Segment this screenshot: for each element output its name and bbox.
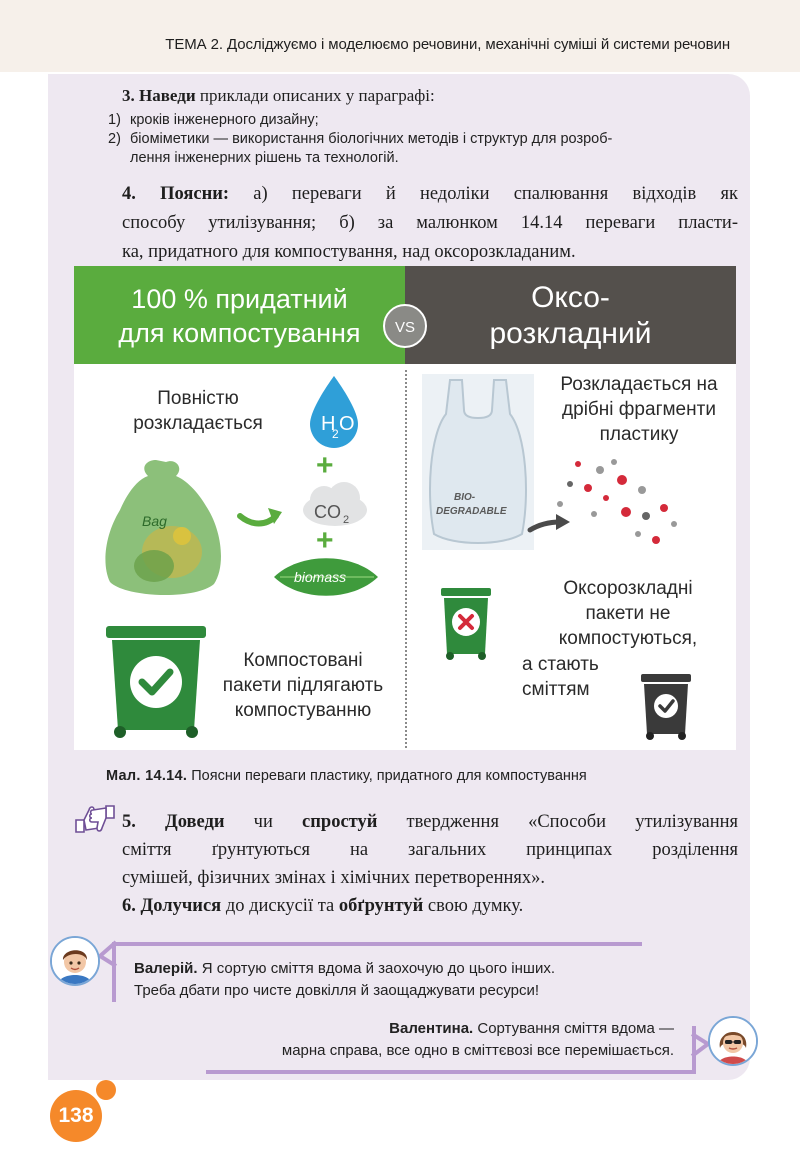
avatar-valentyna: [708, 1016, 758, 1066]
bag-logo: Bag: [142, 513, 167, 529]
biomass-text: biomass: [294, 569, 347, 585]
green-arrow-icon: [236, 502, 286, 532]
task3-item-1: 1) кроків інженерного дизайну;: [108, 112, 319, 128]
compost-bin-icon: [104, 622, 208, 740]
fully-decomposes-label: Повністю розкладається: [133, 388, 263, 434]
page-number: 138: [50, 1090, 102, 1142]
bubble-tail-1: [98, 940, 118, 970]
bio-label-1: BIO-: [454, 492, 476, 503]
becomes-trash-label: а стають сміттям: [522, 654, 599, 700]
task4-text: 4. Поясни: а) переваги й недоліки спалювання відходів як способу утилізування; б) за малюнком 14.14 переваги пласти- ка, придатного для компостування, над оксорозкладаним.: [122, 184, 738, 262]
oxo-header: Оксо- розкладний: [405, 266, 736, 364]
compostable-header: 100 % придатний для компостування: [74, 266, 405, 364]
h2o-2: 2: [332, 427, 339, 441]
vs-badge: VS: [383, 304, 427, 348]
valentyna-speech: Валентина. Сортування сміття вдома — марна справа, все одно в сміттєвозі все перемішається.: [281, 1020, 674, 1059]
page-number-dot: [96, 1080, 116, 1100]
bio-label-2: DEGRADABLE: [436, 506, 507, 517]
avatar-valerii: [50, 936, 100, 986]
task5-text: 5. Доведи чи спростуй твердження «Способи утилізування сміття ґрунтуються на загальних принципах розділення сумішей, фізичних змінах і хімічних перетвореннях».: [122, 812, 739, 888]
compostable-bags-label: Компостовані пакети підлягають компостуванню: [222, 650, 384, 721]
decomposes-into-fragments-label: Розкладається на дрібні фрагменти пластику: [560, 374, 718, 445]
task3-item-2-cont: лення інженерних рішень та технологій.: [130, 150, 399, 166]
valerii-speech: Валерій. Я сортую сміття вдома й заохочую до цього інших. Треба дбати про чисте довкілля й заощаджувати ресурси!: [134, 960, 555, 999]
h2o-o: O: [339, 413, 355, 435]
chapter-title: ТЕМА 2. Досліджуємо і моделюємо речовини, механічні суміші й системи речовин: [165, 36, 730, 53]
figure-divider: [405, 370, 407, 748]
plus-icon-2: +: [316, 524, 334, 557]
co2-sub: 2: [343, 514, 350, 526]
oxo-bag-image: [422, 374, 534, 550]
trash-bin-icon: [640, 672, 692, 742]
figure-caption: Мал. 14.14. Поясни переваги пластику, придатного для компостування: [106, 768, 587, 784]
task6-text: 6. Долучися до дискусії та обґрунтуй свою думку.: [122, 896, 524, 916]
h2o-h: H: [321, 413, 336, 435]
task3-title: 3. Наведи приклади описаних у параграфі:: [122, 86, 435, 105]
co2-text: CO: [314, 502, 341, 522]
biomass-leaf-icon: [270, 556, 382, 598]
page-header: [0, 0, 800, 72]
water-drop-icon: [306, 374, 362, 450]
figure-14-14: [74, 266, 736, 750]
thumbs-up-down-icon: [72, 802, 118, 836]
compostable-bag-image: [96, 456, 228, 602]
plus-icon-1: +: [316, 449, 334, 482]
cloud-icon: [298, 478, 372, 530]
task3-item-2: 2) біоміметики — використання біологічних методів і структур для розроб-: [108, 131, 613, 147]
oxo-not-compostable-label: Оксорозкладні пакети не компостуються,: [558, 578, 698, 649]
non-compost-bin-icon: [440, 586, 492, 662]
plastic-fragments-image: [556, 456, 686, 546]
